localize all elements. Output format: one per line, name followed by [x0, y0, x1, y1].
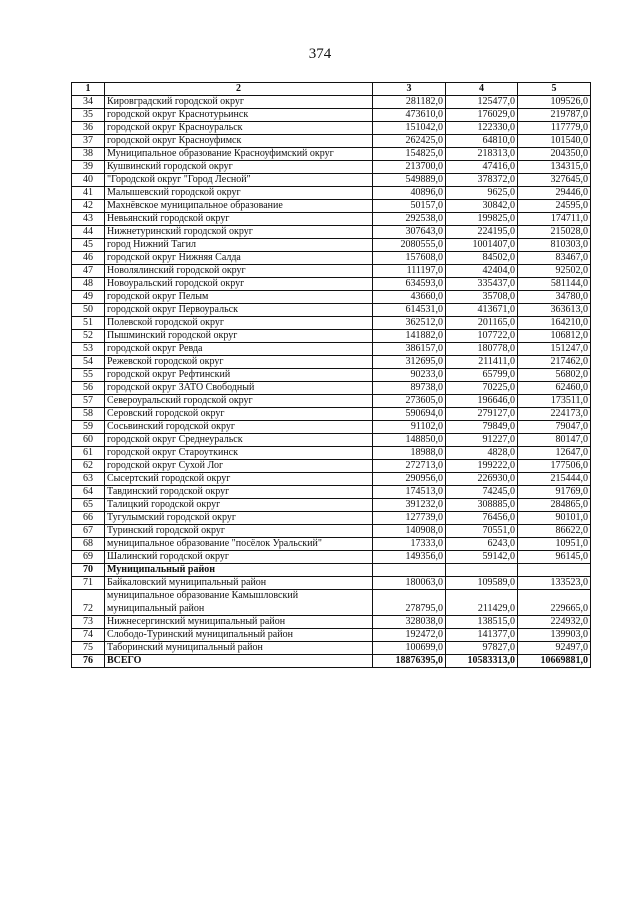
- value-col5-cell: 92502,0: [518, 265, 591, 278]
- municipality-name-cell: Североуральский городской округ: [105, 395, 373, 408]
- table-row: [72, 577, 591, 590]
- value-col5-cell: 101540,0: [518, 135, 591, 148]
- value-col4-cell: 97827,0: [446, 642, 518, 655]
- municipality-name-cell: городской округ Первоуральск: [105, 304, 373, 317]
- table-row: [72, 551, 591, 564]
- row-number-cell: 51: [72, 317, 105, 330]
- value-col3-cell: 90233,0: [373, 369, 446, 382]
- row-number-cell: 38: [72, 148, 105, 161]
- row-number-cell: 55: [72, 369, 105, 382]
- header-cell-5: 5: [518, 83, 591, 96]
- table-row: [72, 447, 591, 460]
- value-col5-cell: 91769,0: [518, 486, 591, 499]
- table-row: [72, 486, 591, 499]
- value-col3-cell: 281182,0: [373, 96, 446, 109]
- table-row: [72, 187, 591, 200]
- table-row: [72, 629, 591, 642]
- table-row: [72, 122, 591, 135]
- row-number-cell: 76: [72, 655, 105, 668]
- value-col3-cell: 290956,0: [373, 473, 446, 486]
- value-col4-cell: 10583313,0: [446, 655, 518, 668]
- table-row: [72, 135, 591, 148]
- municipality-name-cell: городской округ Рефтинский: [105, 369, 373, 382]
- row-number-cell: 46: [72, 252, 105, 265]
- value-col3-cell: 192472,0: [373, 629, 446, 642]
- value-col4-cell: [446, 564, 518, 577]
- table-row: [72, 395, 591, 408]
- value-col5-cell: 581144,0: [518, 278, 591, 291]
- row-number-cell: 62: [72, 460, 105, 473]
- value-col4-cell: 122330,0: [446, 122, 518, 135]
- municipality-name-cell: Малышевский городской округ: [105, 187, 373, 200]
- table-row: [72, 330, 591, 343]
- municipality-name-cell: городской округ ЗАТО Свободный: [105, 382, 373, 395]
- value-col3-cell: 634593,0: [373, 278, 446, 291]
- value-col3-cell: 17333,0: [373, 538, 446, 551]
- row-number-cell: 74: [72, 629, 105, 642]
- table-row: [72, 317, 591, 330]
- value-col5-cell: 56802,0: [518, 369, 591, 382]
- value-col5-cell: 12647,0: [518, 447, 591, 460]
- value-col4-cell: 211429,0: [446, 590, 518, 616]
- value-col3-cell: 273605,0: [373, 395, 446, 408]
- value-col4-cell: 70551,0: [446, 525, 518, 538]
- value-col4-cell: 199222,0: [446, 460, 518, 473]
- value-col5-cell: 177506,0: [518, 460, 591, 473]
- value-col5-cell: 164210,0: [518, 317, 591, 330]
- municipality-name-cell: "Городской округ "Город Лесной": [105, 174, 373, 187]
- header-cell-2: 2: [105, 83, 373, 96]
- value-col3-cell: 590694,0: [373, 408, 446, 421]
- value-col5-cell: 83467,0: [518, 252, 591, 265]
- row-number-cell: 44: [72, 226, 105, 239]
- value-col3-cell: 50157,0: [373, 200, 446, 213]
- value-col4-cell: 107722,0: [446, 330, 518, 343]
- value-col3-cell: 100699,0: [373, 642, 446, 655]
- row-number-cell: 61: [72, 447, 105, 460]
- value-col5-cell: 80147,0: [518, 434, 591, 447]
- value-col5-cell: 215444,0: [518, 473, 591, 486]
- municipality-name-cell: Серовский городской округ: [105, 408, 373, 421]
- row-number-cell: 43: [72, 213, 105, 226]
- value-col3-cell: 2080555,0: [373, 239, 446, 252]
- row-number-cell: 39: [72, 161, 105, 174]
- value-col4-cell: 70225,0: [446, 382, 518, 395]
- value-col4-cell: 1001407,0: [446, 239, 518, 252]
- table-row: [72, 642, 591, 655]
- value-col4-cell: 176029,0: [446, 109, 518, 122]
- table-row: [72, 278, 591, 291]
- row-number-cell: 75: [72, 642, 105, 655]
- table-row: [72, 382, 591, 395]
- value-col5-cell: 204350,0: [518, 148, 591, 161]
- municipality-name-cell: Сосьвинский городской округ: [105, 421, 373, 434]
- value-col4-cell: 109589,0: [446, 577, 518, 590]
- value-col3-cell: 292538,0: [373, 213, 446, 226]
- row-number-cell: 34: [72, 96, 105, 109]
- municipality-name-cell: Нижнетуринский городской округ: [105, 226, 373, 239]
- municipality-name-cell: городской округ Староуткинск: [105, 447, 373, 460]
- row-number-cell: 56: [72, 382, 105, 395]
- header-cell-4: 4: [446, 83, 518, 96]
- value-col5-cell: 109526,0: [518, 96, 591, 109]
- value-col3-cell: 614531,0: [373, 304, 446, 317]
- value-col5-cell: 24595,0: [518, 200, 591, 213]
- row-number-cell: 48: [72, 278, 105, 291]
- value-col5-cell: 90101,0: [518, 512, 591, 525]
- table-row: [72, 590, 591, 616]
- value-col3-cell: 312695,0: [373, 356, 446, 369]
- value-col4-cell: 141377,0: [446, 629, 518, 642]
- table-row: [72, 291, 591, 304]
- table-row: [72, 239, 591, 252]
- value-col3-cell: 174513,0: [373, 486, 446, 499]
- value-col5-cell: [518, 564, 591, 577]
- row-number-cell: 68: [72, 538, 105, 551]
- value-col5-cell: 29446,0: [518, 187, 591, 200]
- municipality-name-cell: Новолялинский городской округ: [105, 265, 373, 278]
- value-col4-cell: 378372,0: [446, 174, 518, 187]
- header-cell-1: 1: [72, 83, 105, 96]
- page-number: 374: [308, 46, 332, 62]
- value-col4-cell: 180778,0: [446, 343, 518, 356]
- municipality-name-cell: городской округ Нижняя Салда: [105, 252, 373, 265]
- value-col3-cell: 40896,0: [373, 187, 446, 200]
- municipality-name-cell: Кушвинский городской округ: [105, 161, 373, 174]
- row-number-cell: 49: [72, 291, 105, 304]
- value-col3-cell: 307643,0: [373, 226, 446, 239]
- row-number-cell: 37: [72, 135, 105, 148]
- value-col3-cell: 213700,0: [373, 161, 446, 174]
- value-col3-cell: 180063,0: [373, 577, 446, 590]
- header-cell-3: 3: [373, 83, 446, 96]
- value-col4-cell: 196646,0: [446, 395, 518, 408]
- value-col5-cell: 139903,0: [518, 629, 591, 642]
- value-col3-cell: 127739,0: [373, 512, 446, 525]
- value-col4-cell: 30842,0: [446, 200, 518, 213]
- value-col3-cell: 140908,0: [373, 525, 446, 538]
- value-col5-cell: 92497,0: [518, 642, 591, 655]
- municipality-name-cell: Режевской городской округ: [105, 356, 373, 369]
- municipality-name-cell: Махнёвское муниципальное образование: [105, 200, 373, 213]
- value-col3-cell: 262425,0: [373, 135, 446, 148]
- value-col4-cell: 91227,0: [446, 434, 518, 447]
- value-col5-cell: 34780,0: [518, 291, 591, 304]
- row-number-cell: 52: [72, 330, 105, 343]
- municipality-name-cell: Байкаловский муниципальный район: [105, 577, 373, 590]
- value-col5-cell: 215028,0: [518, 226, 591, 239]
- value-col4-cell: 125477,0: [446, 96, 518, 109]
- table-row: [72, 252, 591, 265]
- row-number-cell: 72: [72, 590, 105, 616]
- municipality-name-cell: Кировградский городской округ: [105, 96, 373, 109]
- value-col4-cell: 79849,0: [446, 421, 518, 434]
- row-number-cell: 73: [72, 616, 105, 629]
- budget-table: [71, 82, 591, 668]
- municipality-name-cell: Шалинский городской округ: [105, 551, 373, 564]
- row-number-cell: 59: [72, 421, 105, 434]
- table-row: [72, 200, 591, 213]
- row-number-cell: 66: [72, 512, 105, 525]
- value-col4-cell: 224195,0: [446, 226, 518, 239]
- row-number-cell: 41: [72, 187, 105, 200]
- row-number-cell: 67: [72, 525, 105, 538]
- table-row: [72, 213, 591, 226]
- municipality-name-cell: Тугулымский городской округ: [105, 512, 373, 525]
- municipality-name-cell: городской округ Сухой Лог: [105, 460, 373, 473]
- municipality-name-cell: Пышминский городской округ: [105, 330, 373, 343]
- value-col3-cell: 89738,0: [373, 382, 446, 395]
- value-col4-cell: 76456,0: [446, 512, 518, 525]
- value-col3-cell: 386157,0: [373, 343, 446, 356]
- value-col3-cell: 391232,0: [373, 499, 446, 512]
- table-row: [72, 564, 591, 577]
- row-number-cell: 60: [72, 434, 105, 447]
- value-col5-cell: 10951,0: [518, 538, 591, 551]
- value-col5-cell: 174711,0: [518, 213, 591, 226]
- table-row: [72, 655, 591, 668]
- value-col4-cell: 201165,0: [446, 317, 518, 330]
- value-col4-cell: 47416,0: [446, 161, 518, 174]
- value-col3-cell: 148850,0: [373, 434, 446, 447]
- row-number-cell: 69: [72, 551, 105, 564]
- table-row: [72, 499, 591, 512]
- value-col3-cell: 549889,0: [373, 174, 446, 187]
- municipality-name-cell: Невьянский городской округ: [105, 213, 373, 226]
- row-number-cell: 47: [72, 265, 105, 278]
- value-col3-cell: 18876395,0: [373, 655, 446, 668]
- table-row: [72, 109, 591, 122]
- row-number-cell: 53: [72, 343, 105, 356]
- value-col5-cell: 62460,0: [518, 382, 591, 395]
- value-col3-cell: 141882,0: [373, 330, 446, 343]
- value-col5-cell: 363613,0: [518, 304, 591, 317]
- value-col4-cell: 35708,0: [446, 291, 518, 304]
- municipality-name-cell: Сысертский городской округ: [105, 473, 373, 486]
- value-col3-cell: 157608,0: [373, 252, 446, 265]
- municipality-name-cell: Нижнесергинский муниципальный район: [105, 616, 373, 629]
- table-row: [72, 356, 591, 369]
- municipality-name-cell: Муниципальный район: [105, 564, 373, 577]
- value-col3-cell: 149356,0: [373, 551, 446, 564]
- value-col3-cell: 154825,0: [373, 148, 446, 161]
- table-row: [72, 473, 591, 486]
- value-col4-cell: 308885,0: [446, 499, 518, 512]
- value-col5-cell: 79047,0: [518, 421, 591, 434]
- value-col4-cell: 59142,0: [446, 551, 518, 564]
- value-col4-cell: 211411,0: [446, 356, 518, 369]
- value-col5-cell: 217462,0: [518, 356, 591, 369]
- value-col5-cell: 327645,0: [518, 174, 591, 187]
- row-number-cell: 71: [72, 577, 105, 590]
- municipality-name-cell: Таборинский муниципальный район: [105, 642, 373, 655]
- value-col5-cell: 10669881,0: [518, 655, 591, 668]
- municipality-name-cell: городской округ Краснотурьинск: [105, 109, 373, 122]
- value-col4-cell: 4828,0: [446, 447, 518, 460]
- value-col4-cell: 74245,0: [446, 486, 518, 499]
- value-col4-cell: 9625,0: [446, 187, 518, 200]
- value-col4-cell: 65799,0: [446, 369, 518, 382]
- value-col5-cell: 151247,0: [518, 343, 591, 356]
- table-row: [72, 265, 591, 278]
- row-number-cell: 36: [72, 122, 105, 135]
- value-col4-cell: 84502,0: [446, 252, 518, 265]
- value-col5-cell: 133523,0: [518, 577, 591, 590]
- value-col3-cell: 328038,0: [373, 616, 446, 629]
- municipality-name-cell: городской округ Среднеуральск: [105, 434, 373, 447]
- value-col3-cell: 278795,0: [373, 590, 446, 616]
- row-number-cell: 70: [72, 564, 105, 577]
- table-row: [72, 512, 591, 525]
- municipality-name-cell: ВСЕГО: [105, 655, 373, 668]
- municipality-name-cell: Полевской городской округ: [105, 317, 373, 330]
- value-col5-cell: 229665,0: [518, 590, 591, 616]
- municipality-name-cell: Новоуральский городской округ: [105, 278, 373, 291]
- value-col4-cell: 6243,0: [446, 538, 518, 551]
- value-col4-cell: 138515,0: [446, 616, 518, 629]
- value-col3-cell: 18988,0: [373, 447, 446, 460]
- municipality-name-cell: городской округ Красноуфимск: [105, 135, 373, 148]
- row-number-cell: 58: [72, 408, 105, 421]
- value-col4-cell: 279127,0: [446, 408, 518, 421]
- value-col5-cell: 117779,0: [518, 122, 591, 135]
- table-row: [72, 421, 591, 434]
- value-col5-cell: 224932,0: [518, 616, 591, 629]
- value-col5-cell: 224173,0: [518, 408, 591, 421]
- row-number-cell: 40: [72, 174, 105, 187]
- row-number-cell: 65: [72, 499, 105, 512]
- table-row: [72, 161, 591, 174]
- row-number-cell: 45: [72, 239, 105, 252]
- row-number-cell: 50: [72, 304, 105, 317]
- table-row: [72, 226, 591, 239]
- table-row: [72, 616, 591, 629]
- value-col3-cell: 473610,0: [373, 109, 446, 122]
- municipality-name-cell: городской округ Красноуральск: [105, 122, 373, 135]
- municipality-name-cell: муниципальное образование Камышловский муниципальный район: [105, 590, 373, 616]
- value-col3-cell: 151042,0: [373, 122, 446, 135]
- row-number-cell: 63: [72, 473, 105, 486]
- value-col5-cell: 86622,0: [518, 525, 591, 538]
- table-row: [72, 148, 591, 161]
- value-col3-cell: 362512,0: [373, 317, 446, 330]
- table-body: [72, 96, 591, 668]
- value-col4-cell: 199825,0: [446, 213, 518, 226]
- value-col5-cell: 96145,0: [518, 551, 591, 564]
- municipality-name-cell: городской округ Ревда: [105, 343, 373, 356]
- value-col3-cell: 91102,0: [373, 421, 446, 434]
- value-col3-cell: 111197,0: [373, 265, 446, 278]
- row-number-cell: 64: [72, 486, 105, 499]
- municipality-name-cell: Тавдинский городской округ: [105, 486, 373, 499]
- value-col4-cell: 64810,0: [446, 135, 518, 148]
- row-number-cell: 57: [72, 395, 105, 408]
- table-row: [72, 304, 591, 317]
- table-row: [72, 96, 591, 109]
- table-row: [72, 369, 591, 382]
- municipality-name-cell: Талицкий городской округ: [105, 499, 373, 512]
- value-col5-cell: 134315,0: [518, 161, 591, 174]
- value-col5-cell: 106812,0: [518, 330, 591, 343]
- value-col5-cell: 173511,0: [518, 395, 591, 408]
- value-col3-cell: 43660,0: [373, 291, 446, 304]
- table-row: [72, 343, 591, 356]
- value-col4-cell: 226930,0: [446, 473, 518, 486]
- table-row: [72, 525, 591, 538]
- value-col3-cell: [373, 564, 446, 577]
- municipality-name-cell: городской округ Пелым: [105, 291, 373, 304]
- table-row: [72, 174, 591, 187]
- value-col5-cell: 219787,0: [518, 109, 591, 122]
- row-number-cell: 35: [72, 109, 105, 122]
- table-row: [72, 434, 591, 447]
- value-col4-cell: 42404,0: [446, 265, 518, 278]
- value-col3-cell: 272713,0: [373, 460, 446, 473]
- row-number-cell: 54: [72, 356, 105, 369]
- municipality-name-cell: Муниципальное образование Красноуфимский округ: [105, 148, 373, 161]
- header-row: [72, 83, 591, 96]
- municipality-name-cell: Слободо-Туринский муниципальный район: [105, 629, 373, 642]
- municipality-name-cell: Туринский городской округ: [105, 525, 373, 538]
- value-col4-cell: 413671,0: [446, 304, 518, 317]
- table-row: [72, 538, 591, 551]
- table-row: [72, 408, 591, 421]
- value-col4-cell: 335437,0: [446, 278, 518, 291]
- value-col5-cell: 810303,0: [518, 239, 591, 252]
- row-number-cell: 42: [72, 200, 105, 213]
- table-row: [72, 460, 591, 473]
- municipality-name-cell: муниципальное образование "посёлок Уральский": [105, 538, 373, 551]
- value-col4-cell: 218313,0: [446, 148, 518, 161]
- municipality-name-cell: город Нижний Тагил: [105, 239, 373, 252]
- value-col5-cell: 284865,0: [518, 499, 591, 512]
